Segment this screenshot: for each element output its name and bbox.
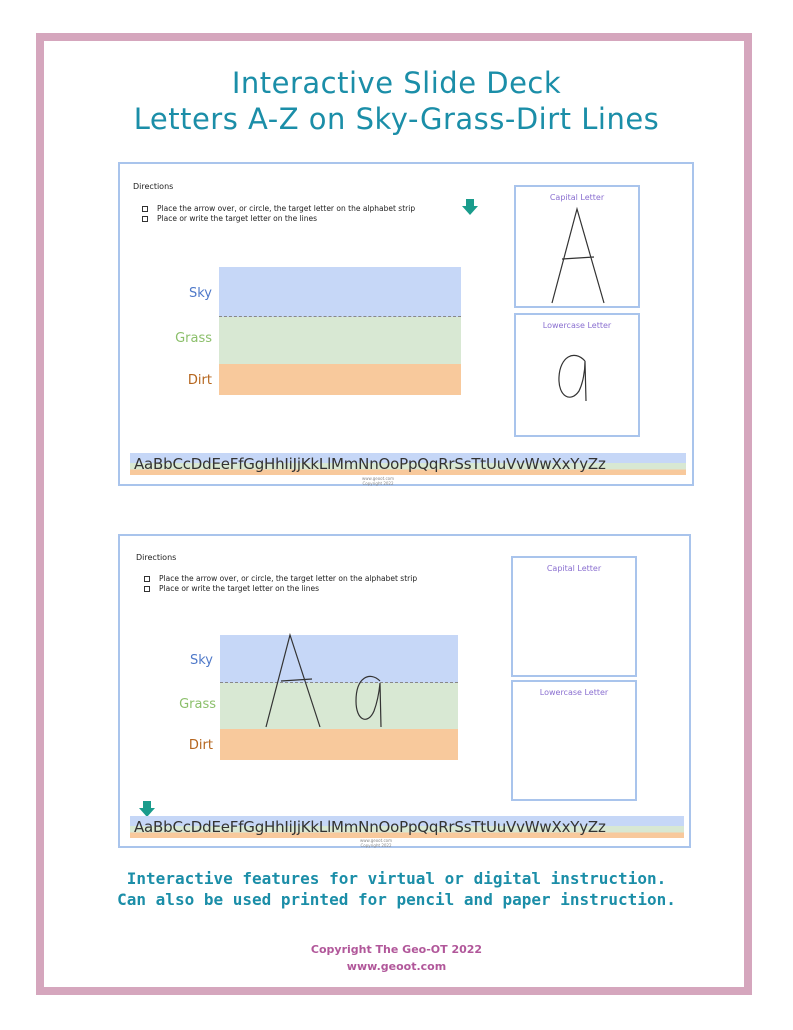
capital-letter-box[interactable] — [514, 185, 640, 308]
checkbox-icon — [142, 216, 148, 222]
alphabet-strip[interactable]: AaBbCcDdEeFfGgHhIiJjKkLlMmNnOoPpQqRrSsTtUuVvWwXxYyZz — [130, 816, 684, 838]
sky-zone — [219, 267, 461, 317]
capital-letter-box[interactable] — [511, 556, 637, 677]
sky-label: Sky — [189, 653, 213, 668]
sky-label: Sky — [188, 286, 212, 301]
page-subtitle: Letters A-Z on Sky-Grass-Dirt Lines — [133, 102, 660, 136]
direction-item: Place or write the target letter on the lines — [144, 584, 417, 594]
slide-preview-1 — [118, 162, 694, 486]
footer-line-1: Interactive features for virtual or digital instruction. — [126, 869, 667, 888]
capital-letter-label: Capital Letter — [549, 193, 605, 202]
dirt-label: Dirt — [187, 373, 212, 388]
lowercase-letter-label: Lowercase Letter — [539, 688, 609, 697]
dirt-label: Dirt — [188, 738, 213, 753]
checkbox-icon — [142, 206, 148, 212]
capital-letter-label: Capital Letter — [546, 564, 602, 573]
footer-line-2: Can also be used printed for pencil and paper instruction. — [117, 890, 676, 909]
dirt-zone — [220, 729, 458, 760]
slide-preview-2 — [118, 534, 691, 848]
grass-label: Grass — [179, 697, 216, 712]
directions-heading: Directions — [133, 182, 174, 191]
direction-item: Place the arrow over, or circle, the target letter on the alphabet strip — [142, 204, 415, 214]
lowercase-letter-label: Lowercase Letter — [542, 321, 612, 330]
down-arrow-icon[interactable] — [461, 198, 479, 216]
lowercase-letter-box[interactable] — [511, 680, 637, 801]
checkbox-icon — [144, 576, 150, 582]
grass-zone — [219, 317, 461, 364]
slide-site-text: www.geoot.com Copyright 2022 — [360, 838, 392, 848]
direction-item: Place or write the target letter on the lines — [142, 214, 415, 224]
directions-list — [142, 204, 415, 224]
handwritten-letters-drawing — [260, 631, 390, 731]
midline-dash — [219, 316, 461, 317]
directions-list — [144, 574, 417, 594]
lowercase-letter-box[interactable] — [514, 313, 640, 437]
lowercase-a-drawing — [516, 315, 638, 435]
checkbox-icon — [144, 586, 150, 592]
grass-label: Grass — [175, 331, 212, 346]
slide-site-text: www.geoot.com Copyright 2022 — [362, 476, 394, 486]
directions-heading: Directions — [136, 553, 177, 562]
copyright-text: Copyright The Geo-OT 2022 — [310, 943, 483, 956]
direction-item: Place the arrow over, or circle, the target letter on the alphabet strip — [144, 574, 417, 584]
alphabet-strip[interactable]: AaBbCcDdEeFfGgHhIiJjKkLlMmNnOoPpQqRrSsTtUuVvWwXxYyZz — [130, 453, 686, 475]
website-link[interactable]: www.geoot.com — [346, 960, 447, 973]
page-title: Interactive Slide Deck — [231, 66, 562, 100]
capital-a-drawing — [516, 187, 638, 306]
dirt-zone — [219, 364, 461, 395]
